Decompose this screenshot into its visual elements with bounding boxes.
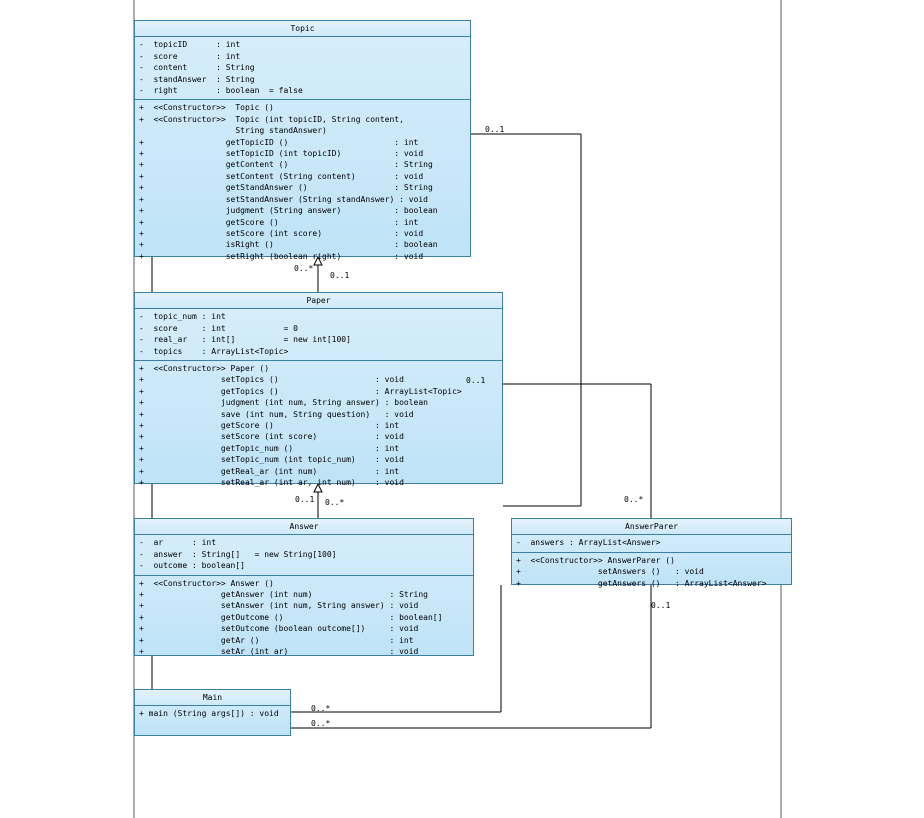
uml-operations-answerparer (512, 553, 791, 592)
uml-operation-row: + setOutcome (boolean outcome[]) : void (139, 624, 419, 634)
uml-class-title-main: Main (135, 690, 290, 706)
uml-class-paper[interactable] (134, 292, 503, 488)
uml-operation-row: + getReal_ar (int num) : int (139, 466, 400, 476)
uml-attribute-row: - right : boolean = false (139, 86, 303, 96)
uml-class-title-answerparer: AnswerParer (512, 519, 791, 535)
multiplicity-label: 0..1 (295, 495, 315, 504)
uml-class-topic[interactable] (134, 20, 471, 261)
uml-operation-row: + setScore (int score) : void (139, 228, 424, 238)
uml-operation-row: + setRight (boolean right) : void (139, 251, 424, 261)
uml-operation-row: + getAr () : int (139, 635, 414, 645)
uml-class-title-answer: Answer (135, 519, 473, 535)
uml-operation-row: + setStandAnswer (String standAnswer) : void (139, 194, 428, 204)
uml-operations-paper (135, 361, 502, 491)
uml-attribute-row: - topicID : int (139, 40, 241, 50)
uml-operation-row: + setScore (int score) : void (139, 432, 404, 442)
uml-attribute-row: - score : int = 0 (139, 323, 298, 333)
uml-operation-row: + main (String args[]) : void (139, 709, 279, 719)
uml-operation-row: + getScore () : int (139, 421, 400, 431)
uml-operation-row: + setTopic_num (int topic_num) : void (139, 455, 404, 465)
uml-attribute-row: - content : String (139, 63, 255, 73)
uml-attribute-row: - score : int (139, 51, 241, 61)
uml-class-title-paper: Paper (135, 293, 502, 309)
multiplicity-label: 0..* (311, 704, 331, 713)
uml-attribute-row: - topic_num : int (139, 312, 226, 322)
uml-operation-row: + getContent () : String (139, 160, 433, 170)
uml-operation-row: + getAnswers () : ArrayList<Answer> (516, 578, 767, 588)
uml-operation-row: + <<Constructor>> Paper () (139, 364, 270, 374)
uml-attributes-topic (135, 37, 470, 100)
uml-operation-row: + isRight () : boolean (139, 240, 438, 250)
uml-operation-row: + setTopicID (int topicID) : void (139, 149, 424, 159)
uml-class-answer[interactable] (134, 518, 474, 656)
uml-operation-row: + getScore () : int (139, 217, 419, 227)
uml-operation-row: + judgment (String answer) : boolean (139, 206, 438, 216)
uml-class-answerparer[interactable] (511, 518, 792, 588)
uml-attribute-row: - answers : ArrayList<Answer> (516, 538, 661, 548)
uml-attribute-row: - outcome : boolean[] (139, 561, 245, 571)
multiplicity-label: 0..* (325, 498, 345, 507)
uml-class-main[interactable] (134, 689, 291, 736)
uml-operations-answer (135, 576, 473, 661)
uml-operation-row: + getStandAnswer () : String (139, 183, 433, 193)
multiplicity-label: 0..1 (485, 125, 505, 134)
uml-operation-row: + judgment (int num, String answer) : boolean (139, 398, 428, 408)
uml-operation-row: + <<Constructor>> Answer () (139, 578, 274, 588)
uml-operation-row: + setAnswers () : void (516, 567, 704, 577)
uml-operation-row: + setAnswer (int num, String answer) : void (139, 601, 419, 611)
multiplicity-label: 0..1 (330, 271, 350, 280)
uml-attribute-row: - topics : ArrayList<Topic> (139, 346, 289, 356)
multiplicity-label: 0..* (624, 495, 644, 504)
uml-operation-row: + setTopics () : void (139, 375, 404, 385)
uml-operation-row: + setReal_ar (int ar, int num) : void (139, 478, 404, 488)
uml-attributes-answer (135, 535, 473, 575)
uml-operation-row: + <<Constructor>> Topic (int topicID, String content, (139, 114, 404, 124)
uml-operation-row: + setAr (int ar) : void (139, 647, 419, 657)
multiplicity-label: 0..1 (651, 601, 671, 610)
uml-operation-row: + getTopic_num () : int (139, 443, 400, 453)
multiplicity-label: 0..1 (466, 376, 486, 385)
uml-attribute-row: - ar : int (139, 538, 217, 548)
uml-attribute-row: - standAnswer : String (139, 74, 255, 84)
uml-operation-row: + getTopics () : ArrayList<Topic> (139, 386, 462, 396)
uml-operation-row: + getTopicID () : int (139, 137, 419, 147)
uml-attribute-row: - answer : String[] = new String[100] (139, 549, 337, 559)
uml-operation-row: String standAnswer) (139, 126, 327, 136)
uml-class-title-topic: Topic (135, 21, 470, 37)
multiplicity-label: 0..* (311, 719, 331, 728)
uml-attributes-paper (135, 309, 502, 361)
uml-attribute-row: - real_ar : int[] = new int[100] (139, 335, 351, 345)
uml-operation-row: + setContent (String content) : void (139, 171, 424, 181)
uml-attributes-answerparer (512, 535, 791, 552)
uml-operations-main (135, 706, 290, 722)
uml-operation-row: + <<Constructor>> Topic () (139, 103, 274, 113)
uml-operation-row: + getOutcome () : boolean[] (139, 612, 443, 622)
uml-operation-row: + getAnswer (int num) : String (139, 590, 428, 600)
multiplicity-label: 0..* (294, 264, 314, 273)
uml-operations-topic (135, 100, 470, 265)
uml-operation-row: + <<Constructor>> AnswerParer () (516, 555, 675, 565)
uml-operation-row: + save (int num, String question) : void (139, 409, 414, 419)
